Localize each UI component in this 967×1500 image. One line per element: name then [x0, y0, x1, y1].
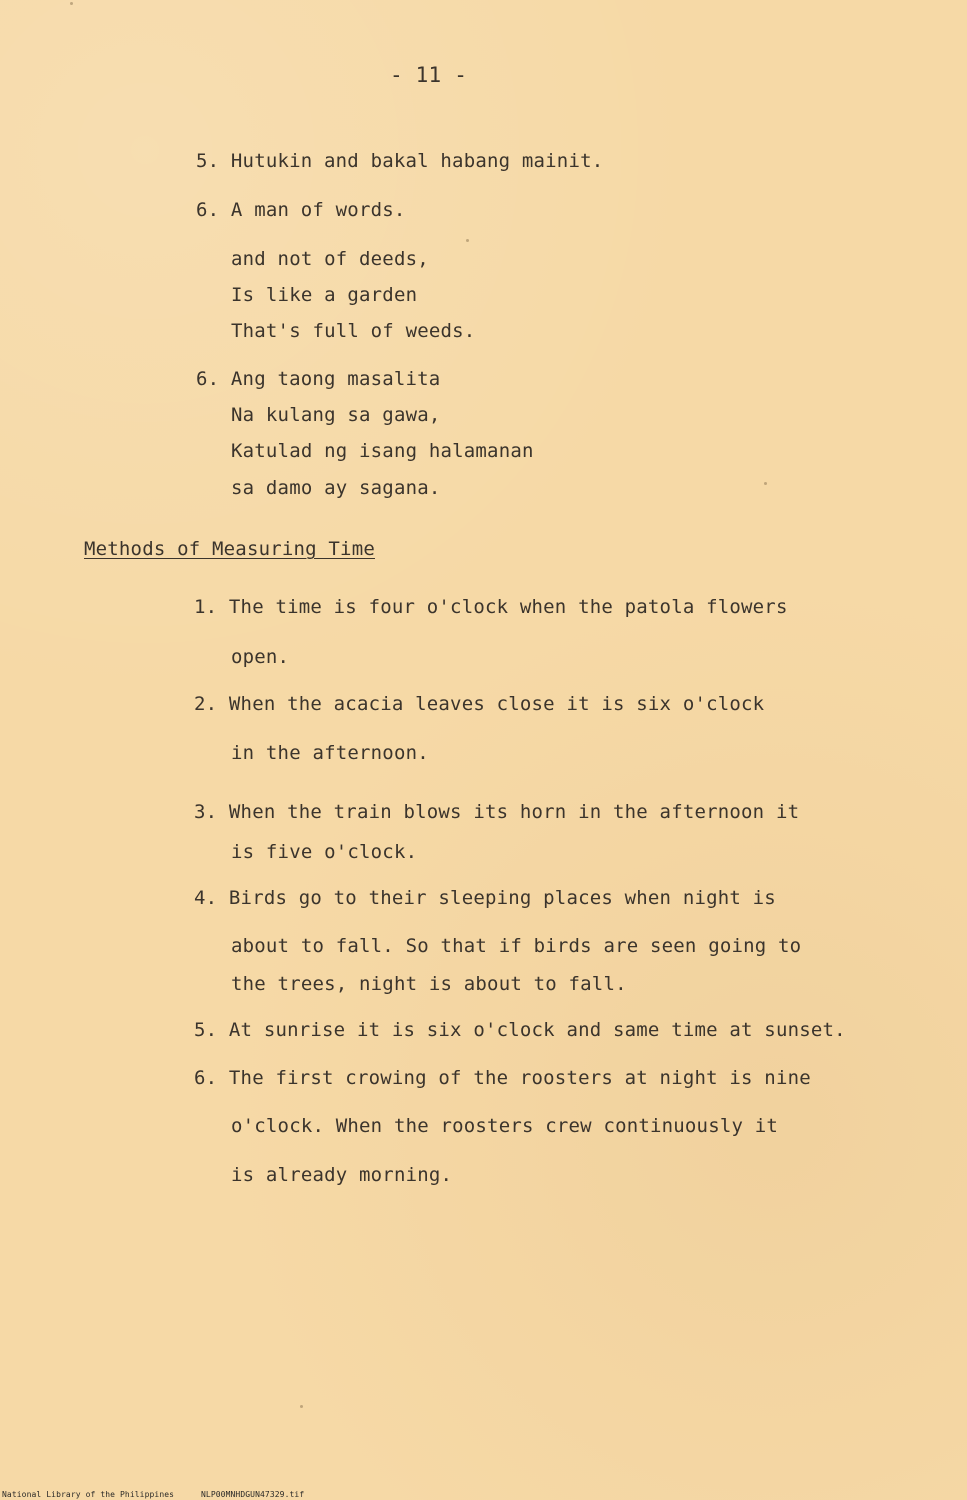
measuring-time-line: 4. Birds go to their sleeping places when night is	[194, 887, 776, 909]
proverb-line: and not of deeds,	[231, 248, 429, 270]
proverb-line: Na kulang sa gawa,	[231, 404, 441, 426]
page-number: - 11 -	[390, 63, 468, 87]
measuring-time-line: in the afternoon.	[231, 742, 429, 764]
measuring-time-line: 6. The first crowing of the roosters at night is nine	[194, 1067, 811, 1089]
measuring-time-line: 1. The time is four o'clock when the patola flowers	[194, 596, 788, 618]
measuring-time-line: about to fall. So that if birds are seen going to	[231, 935, 802, 957]
proverb-line: That's full of weeds.	[231, 320, 476, 342]
proverb-line: Is like a garden	[231, 284, 418, 306]
proverb-line: sa damo ay sagana.	[231, 477, 441, 499]
proverb-line: 6. A man of words.	[196, 199, 406, 221]
footer-source: National Library of the Philippines	[2, 1490, 175, 1499]
measuring-time-line: is already morning.	[231, 1164, 453, 1186]
measuring-time-line: the trees, night is about to fall.	[231, 973, 627, 995]
paper-speck	[70, 2, 73, 5]
measuring-time-line: is five o'clock.	[231, 841, 418, 863]
proverb-line: Katulad ng isang halamanan	[231, 440, 534, 462]
footer-filename: NLP00MNHDGUN47329.tif	[201, 1490, 305, 1499]
paper-speck	[466, 239, 469, 242]
proverb-line: 5. Hutukin and bakal habang mainit.	[196, 150, 604, 172]
proverb-line: 6. Ang taong masalita	[196, 368, 441, 390]
measuring-time-line: o'clock. When the roosters crew continuously it	[231, 1115, 779, 1137]
measuring-time-line: 5. At sunrise it is six o'clock and same time at sunset.	[194, 1019, 846, 1041]
paper-speck	[764, 482, 767, 485]
measuring-time-line: 3. When the train blows its horn in the afternoon it	[194, 801, 800, 823]
section-title: Methods of Measuring Time	[84, 538, 375, 560]
measuring-time-line: 2. When the acacia leaves close it is six o'clock	[194, 693, 765, 715]
measuring-time-line: open.	[231, 646, 290, 668]
paper-speck	[300, 1405, 303, 1408]
